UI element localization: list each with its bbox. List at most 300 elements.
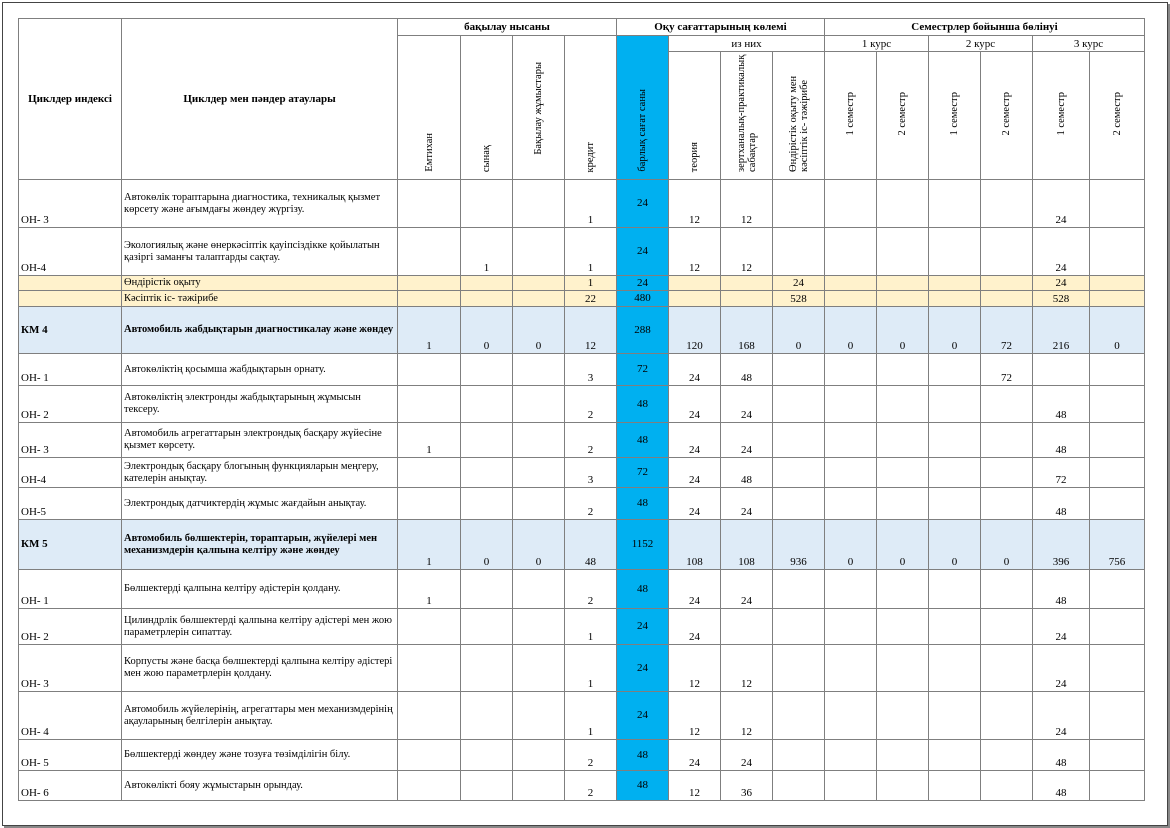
practice-row (19, 291, 1145, 307)
value-cell: 24 (669, 609, 721, 645)
value-cell (825, 645, 877, 692)
value-cell (825, 771, 877, 801)
value-cell (513, 458, 565, 488)
cycle-index-cell (19, 291, 122, 307)
discipline-name-cell: Электрондық басқару блогының функцияларын меңгеру, кателерін анықтау. (122, 458, 398, 488)
header-semester-4: 2 семестр (981, 52, 1033, 180)
discipline-name-cell: Автокөлік тораптарына диагностика, техникалық қызмет көрсету және ағымдағы жөндеу жүргізу. (122, 180, 398, 228)
value-cell: 24 (617, 228, 669, 276)
value-cell (513, 228, 565, 276)
value-cell: 396 (1033, 520, 1090, 570)
value-cell (1090, 276, 1145, 291)
cycle-index-cell (19, 276, 122, 291)
value-cell: 24 (721, 570, 773, 609)
value-cell: 168 (721, 307, 773, 354)
value-cell (1090, 740, 1145, 771)
value-cell (1033, 354, 1090, 386)
module-row (19, 307, 1145, 354)
value-cell: 24 (669, 488, 721, 520)
value-cell (1090, 570, 1145, 609)
value-cell: 24 (617, 276, 669, 291)
value-cell (1090, 423, 1145, 458)
value-cell: 24 (669, 354, 721, 386)
header-semester-5: 1 семестр (1033, 52, 1090, 180)
value-cell (513, 740, 565, 771)
value-cell (773, 771, 825, 801)
value-cell (877, 423, 929, 458)
value-cell (981, 488, 1033, 520)
value-cell (398, 276, 461, 291)
value-cell (461, 386, 513, 423)
value-cell (825, 570, 877, 609)
value-cell (773, 386, 825, 423)
value-cell: 756 (1090, 520, 1145, 570)
value-cell: 24 (617, 180, 669, 228)
value-cell: 2 (565, 570, 617, 609)
value-cell: 72 (617, 458, 669, 488)
value-cell: 24 (1033, 609, 1090, 645)
table-row (19, 228, 1145, 276)
value-cell: 48 (721, 354, 773, 386)
discipline-name-cell: Экологиялық және өнеркәсіптік қауіпсіздікке қойылатын қазіргі заманғы талаптарды сақтау. (122, 228, 398, 276)
table-row (19, 180, 1145, 228)
discipline-name-cell: Автомобиль агрегаттарын электрондық басқару жүйесіне қызмет көрсету. (122, 423, 398, 458)
value-cell (825, 692, 877, 740)
value-cell (929, 740, 981, 771)
value-cell (1090, 291, 1145, 307)
value-cell (773, 228, 825, 276)
value-cell: 24 (669, 423, 721, 458)
value-cell: 24 (1033, 692, 1090, 740)
value-cell (1090, 354, 1145, 386)
value-cell (929, 609, 981, 645)
value-cell (981, 645, 1033, 692)
value-cell: 1 (398, 520, 461, 570)
value-cell (877, 488, 929, 520)
value-cell: 24 (669, 740, 721, 771)
header-lab-practical: зертханалық-практикалық сабақтар (721, 52, 773, 180)
header-discipline-name: Циклдер мен пәндер атаулары (122, 19, 398, 180)
value-cell (461, 692, 513, 740)
value-cell (981, 771, 1033, 801)
value-cell: 12 (669, 228, 721, 276)
curriculum-table (18, 18, 1145, 801)
practice-row (19, 276, 1145, 291)
value-cell (513, 609, 565, 645)
value-cell: 1 (565, 645, 617, 692)
value-cell: 48 (617, 740, 669, 771)
value-cell: 1 (565, 276, 617, 291)
value-cell (825, 228, 877, 276)
value-cell (929, 354, 981, 386)
value-cell (669, 291, 721, 307)
cycle-index-cell: ОН-4 (19, 228, 122, 276)
value-cell: 0 (773, 307, 825, 354)
value-cell: 1 (398, 570, 461, 609)
table-row (19, 386, 1145, 423)
header-total-hours: барлық сағат саны (617, 36, 669, 180)
value-cell (461, 354, 513, 386)
value-cell (825, 488, 877, 520)
table-row (19, 645, 1145, 692)
value-cell (773, 609, 825, 645)
value-cell: 48 (617, 386, 669, 423)
value-cell: 12 (721, 692, 773, 740)
value-cell (398, 645, 461, 692)
header-control-form: бақылау нысаны (398, 19, 617, 36)
value-cell (929, 228, 981, 276)
table-row (19, 354, 1145, 386)
table-row (19, 458, 1145, 488)
value-cell (929, 276, 981, 291)
value-cell (721, 276, 773, 291)
value-cell (398, 458, 461, 488)
discipline-name-cell: Корпусты және басқа бөлшектерді қалпына келтіру әдістері мен жою параметрлерін қолдану. (122, 645, 398, 692)
value-cell (929, 692, 981, 740)
value-cell: 2 (565, 423, 617, 458)
value-cell: 108 (721, 520, 773, 570)
value-cell: 528 (1033, 291, 1090, 307)
cycle-index-cell: ОН- 4 (19, 692, 122, 740)
value-cell (461, 740, 513, 771)
value-cell (877, 692, 929, 740)
value-cell (1090, 228, 1145, 276)
value-cell (981, 740, 1033, 771)
value-cell (461, 423, 513, 458)
value-cell (398, 354, 461, 386)
value-cell (773, 354, 825, 386)
header-test: сынақ (461, 36, 513, 180)
discipline-name-cell: Электрондық датчиктердің жұмыс жағдайын анықтау. (122, 488, 398, 520)
table-body (19, 180, 1145, 801)
value-cell: 36 (721, 771, 773, 801)
value-cell (825, 740, 877, 771)
value-cell (825, 458, 877, 488)
cycle-index-cell: КМ 4 (19, 307, 122, 354)
value-cell (398, 386, 461, 423)
value-cell (773, 570, 825, 609)
value-cell (929, 488, 981, 520)
cycle-index-cell: ОН- 5 (19, 740, 122, 771)
value-cell (1090, 180, 1145, 228)
value-cell (513, 423, 565, 458)
discipline-name-cell: Автокөліктің қосымша жабдықтарын орнату. (122, 354, 398, 386)
module-row (19, 520, 1145, 570)
value-cell (981, 228, 1033, 276)
value-cell (825, 354, 877, 386)
cycle-index-cell: КМ 5 (19, 520, 122, 570)
value-cell (461, 771, 513, 801)
header-theory: теория (669, 52, 721, 180)
header-semester-3: 1 семестр (929, 52, 981, 180)
value-cell: 1 (565, 180, 617, 228)
cycle-index-cell: ОН- 1 (19, 354, 122, 386)
value-cell: 72 (981, 354, 1033, 386)
value-cell: 12 (721, 180, 773, 228)
value-cell (1090, 692, 1145, 740)
value-cell: 72 (617, 354, 669, 386)
header-course-3: 3 курс (1033, 36, 1145, 52)
discipline-name-cell: Бөлшектерді қалпына келтіру әдістерін қолдану. (122, 570, 398, 609)
value-cell: 3 (565, 354, 617, 386)
value-cell: 2 (565, 386, 617, 423)
discipline-name-cell: Өндірістік оқыту (122, 276, 398, 291)
value-cell: 0 (461, 307, 513, 354)
value-cell: 24 (1033, 228, 1090, 276)
value-cell (929, 771, 981, 801)
value-cell (398, 488, 461, 520)
value-cell (773, 740, 825, 771)
value-cell: 108 (669, 520, 721, 570)
value-cell (981, 423, 1033, 458)
value-cell: 528 (773, 291, 825, 307)
value-cell (1090, 458, 1145, 488)
discipline-name-cell: Цилиндрлік бөлшектерді қалпына келтіру әдістері мен жою параметрлерін сипаттау. (122, 609, 398, 645)
value-cell (929, 180, 981, 228)
value-cell: 48 (721, 458, 773, 488)
value-cell: 1152 (617, 520, 669, 570)
discipline-name-cell: Автомобиль жүйелерінің, агрегаттары мен механизмдерінің ақауларының белгілерін анықтау. (122, 692, 398, 740)
discipline-name-cell: Автокөлікті бояу жұмыстарын орындау. (122, 771, 398, 801)
header-cycle-index: Циклдер индексі (19, 19, 122, 180)
value-cell (825, 609, 877, 645)
value-cell: 0 (825, 307, 877, 354)
value-cell: 24 (617, 692, 669, 740)
value-cell (773, 458, 825, 488)
value-cell: 12 (669, 645, 721, 692)
value-cell (461, 645, 513, 692)
value-cell: 24 (721, 488, 773, 520)
table-row (19, 609, 1145, 645)
value-cell (929, 458, 981, 488)
value-cell (825, 291, 877, 307)
value-cell: 120 (669, 307, 721, 354)
table-row (19, 488, 1145, 520)
value-cell: 0 (513, 520, 565, 570)
value-cell: 0 (513, 307, 565, 354)
value-cell: 0 (825, 520, 877, 570)
value-cell (461, 180, 513, 228)
value-cell: 24 (1033, 645, 1090, 692)
header-exam: Емтихан (398, 36, 461, 180)
value-cell (398, 228, 461, 276)
value-cell: 1 (398, 423, 461, 458)
value-cell (981, 692, 1033, 740)
value-cell (461, 458, 513, 488)
value-cell (461, 488, 513, 520)
cycle-index-cell: ОН- 2 (19, 386, 122, 423)
cycle-index-cell: ОН- 3 (19, 645, 122, 692)
value-cell: 72 (1033, 458, 1090, 488)
header-semester-1: 1 семестр (825, 52, 877, 180)
value-cell (461, 570, 513, 609)
value-cell (1090, 645, 1145, 692)
table-row (19, 692, 1145, 740)
discipline-name-cell: Автокөліктің электронды жабдықтарының жұмысын тексеру. (122, 386, 398, 423)
value-cell: 0 (1090, 307, 1145, 354)
value-cell (1090, 386, 1145, 423)
value-cell (929, 645, 981, 692)
value-cell (721, 609, 773, 645)
value-cell: 72 (981, 307, 1033, 354)
value-cell (773, 692, 825, 740)
value-cell: 48 (1033, 386, 1090, 423)
value-cell (877, 458, 929, 488)
value-cell (773, 488, 825, 520)
value-cell (513, 354, 565, 386)
value-cell: 1 (461, 228, 513, 276)
value-cell (773, 645, 825, 692)
value-cell (513, 645, 565, 692)
value-cell: 24 (669, 386, 721, 423)
value-cell (398, 180, 461, 228)
value-cell (877, 570, 929, 609)
table-row (19, 771, 1145, 801)
value-cell (981, 386, 1033, 423)
value-cell (929, 570, 981, 609)
value-cell: 24 (721, 386, 773, 423)
value-cell (513, 488, 565, 520)
value-cell (877, 771, 929, 801)
header-industrial-practice: Өндірістік оқыту мен кәсіптік іс- тәжірибе (773, 52, 825, 180)
value-cell: 288 (617, 307, 669, 354)
value-cell (1090, 488, 1145, 520)
value-cell (398, 771, 461, 801)
header-control-work: Бақылау жұмыстары (513, 36, 565, 180)
header-course-2: 2 курс (929, 36, 1033, 52)
value-cell (929, 386, 981, 423)
value-cell: 2 (565, 771, 617, 801)
value-cell (877, 386, 929, 423)
value-cell (877, 228, 929, 276)
value-cell: 24 (721, 423, 773, 458)
header-of-them: из них (669, 36, 825, 52)
cycle-index-cell: ОН-5 (19, 488, 122, 520)
value-cell (1090, 609, 1145, 645)
value-cell (513, 291, 565, 307)
table-row (19, 423, 1145, 458)
value-cell (929, 423, 981, 458)
value-cell (398, 740, 461, 771)
value-cell: 24 (617, 609, 669, 645)
value-cell (825, 423, 877, 458)
value-cell (877, 740, 929, 771)
value-cell: 24 (669, 570, 721, 609)
table-row (19, 740, 1145, 771)
value-cell (773, 423, 825, 458)
value-cell (669, 276, 721, 291)
value-cell: 48 (617, 423, 669, 458)
value-cell: 48 (617, 570, 669, 609)
value-cell: 48 (1033, 771, 1090, 801)
value-cell: 0 (877, 520, 929, 570)
value-cell (877, 354, 929, 386)
value-cell: 2 (565, 740, 617, 771)
value-cell (461, 609, 513, 645)
value-cell: 480 (617, 291, 669, 307)
value-cell (513, 692, 565, 740)
cycle-index-cell: ОН- 3 (19, 423, 122, 458)
header-credit: кредит (565, 36, 617, 180)
value-cell: 12 (721, 228, 773, 276)
value-cell (825, 276, 877, 291)
value-cell (513, 386, 565, 423)
value-cell: 24 (669, 458, 721, 488)
value-cell: 24 (721, 740, 773, 771)
header-semester-6: 2 семестр (1090, 52, 1145, 180)
value-cell (981, 458, 1033, 488)
value-cell (513, 570, 565, 609)
value-cell (398, 291, 461, 307)
value-cell (981, 570, 1033, 609)
discipline-name-cell: Кәсіптік іс- тәжірибе (122, 291, 398, 307)
value-cell (877, 180, 929, 228)
value-cell: 48 (617, 488, 669, 520)
value-cell (981, 609, 1033, 645)
value-cell: 1 (565, 609, 617, 645)
value-cell: 24 (1033, 180, 1090, 228)
value-cell: 12 (669, 771, 721, 801)
value-cell: 936 (773, 520, 825, 570)
header-semester-2: 2 семестр (877, 52, 929, 180)
header-course-1: 1 курс (825, 36, 929, 52)
value-cell: 12 (669, 692, 721, 740)
value-cell (981, 291, 1033, 307)
value-cell: 12 (565, 307, 617, 354)
value-cell: 0 (929, 307, 981, 354)
value-cell: 0 (981, 520, 1033, 570)
value-cell (461, 276, 513, 291)
value-cell: 24 (617, 645, 669, 692)
value-cell (513, 180, 565, 228)
cycle-index-cell: ОН- 6 (19, 771, 122, 801)
value-cell (513, 276, 565, 291)
value-cell: 24 (773, 276, 825, 291)
value-cell (825, 180, 877, 228)
value-cell: 3 (565, 458, 617, 488)
value-cell (513, 771, 565, 801)
value-cell (877, 291, 929, 307)
cycle-index-cell: ОН- 2 (19, 609, 122, 645)
value-cell: 48 (1033, 740, 1090, 771)
value-cell (825, 386, 877, 423)
value-cell: 48 (1033, 423, 1090, 458)
value-cell (981, 276, 1033, 291)
header-study-hours: Оқу сағаттарының көлемі (617, 19, 825, 36)
table-row (19, 570, 1145, 609)
value-cell: 0 (877, 307, 929, 354)
value-cell: 48 (1033, 570, 1090, 609)
value-cell: 48 (1033, 488, 1090, 520)
value-cell (877, 609, 929, 645)
value-cell (398, 609, 461, 645)
value-cell: 12 (721, 645, 773, 692)
value-cell: 0 (461, 520, 513, 570)
value-cell (398, 692, 461, 740)
value-cell: 48 (617, 771, 669, 801)
value-cell: 0 (929, 520, 981, 570)
value-cell: 1 (565, 228, 617, 276)
cycle-index-cell: ОН-4 (19, 458, 122, 488)
discipline-name-cell: Автомобиль жабдықтарын диагностикалау және жөндеу (122, 307, 398, 354)
value-cell: 24 (1033, 276, 1090, 291)
value-cell (877, 645, 929, 692)
value-cell (1090, 771, 1145, 801)
discipline-name-cell: Автомобиль бөлшектерін, тораптарын, жүйелері мен механизмдерін қалпына келтіру және жөндеу (122, 520, 398, 570)
discipline-name-cell: Бөлшектерді жөндеу және тозуға төзімділігін білу. (122, 740, 398, 771)
cycle-index-cell: ОН- 3 (19, 180, 122, 228)
value-cell: 2 (565, 488, 617, 520)
